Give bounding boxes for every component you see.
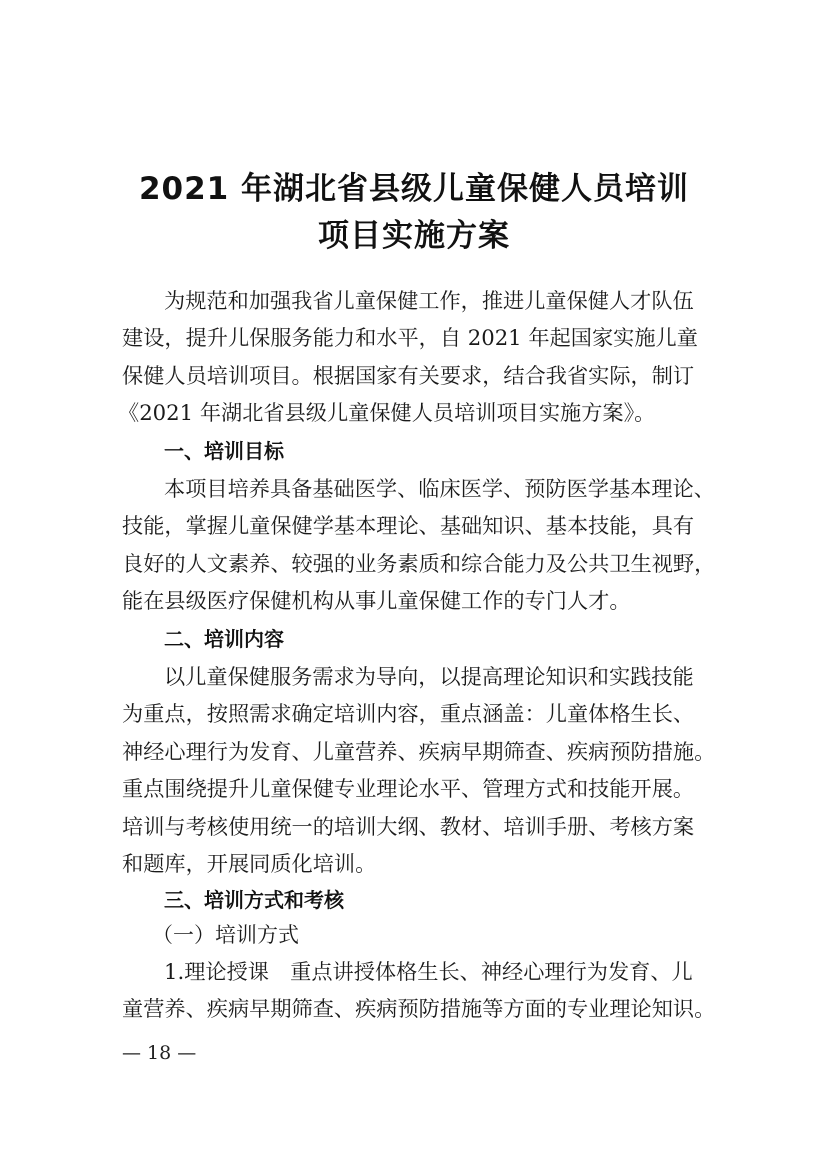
section-1-line-2: 技能，掌握儿童保健学基本理论、基础知识、基本技能，具有 bbox=[122, 513, 695, 538]
section-3-subheading: （一）培训方式 bbox=[152, 923, 299, 947]
section-2-line-1: 以儿童保健服务需求为导向，以提高理论知识和实践技能 bbox=[164, 664, 694, 689]
section-1-line-1: 本项目培养具备基础医学、临床医学、预防医学基本理论、 bbox=[164, 476, 715, 501]
document-title-line-2: 项目实施方案 bbox=[318, 218, 510, 254]
section-2-line-4: 重点围绕提升儿童保健专业理论水平、管理方式和技能开展。 bbox=[122, 776, 695, 801]
section-1-line-4: 能在县级医疗保健机构从事儿童保健工作的专门人才。 bbox=[122, 588, 631, 613]
section-3-line-2: 童营养、疾病早期筛查、疾病预防措施等方面的专业理论知识。 bbox=[122, 996, 716, 1021]
document-title-line-1: 2021 年湖北省县级儿童保健人员培训 bbox=[138, 171, 690, 207]
intro-line-3: 保健人员培训项目。根据国家有关要求，结合我省实际，制订 bbox=[122, 363, 695, 388]
section-3-heading: 三、培训方式和考核 bbox=[164, 888, 344, 912]
section-1-heading: 一、培训目标 bbox=[164, 439, 284, 463]
section-2-line-3: 神经心理行为发育、儿童营养、疾病早期筛查、疾病预防措施。 bbox=[122, 739, 716, 764]
section-2-line-2: 为重点，按照需求确定培训内容，重点涵盖：儿童体格生长、 bbox=[122, 701, 695, 726]
section-2-line-6: 和题库，开展同质化培训。 bbox=[122, 851, 377, 876]
section-1-line-3: 良好的人文素养、较强的业务素质和综合能力及公共卫生视野， bbox=[122, 551, 716, 576]
section-2-heading: 二、培训内容 bbox=[164, 627, 284, 651]
section-2-line-5: 培训与考核使用统一的培训大纲、教材、培训手册、考核方案 bbox=[122, 814, 695, 839]
intro-line-2: 建设，提升儿保服务能力和水平，自 2021 年起国家实施儿童 bbox=[122, 325, 698, 350]
intro-line-4: 《2021 年湖北省县级儿童保健人员培训项目实施方案》。 bbox=[118, 400, 656, 425]
page-number: — 18 — bbox=[122, 1042, 197, 1064]
intro-line-1: 为规范和加强我省儿童保健工作，推进儿童保健人才队伍 bbox=[164, 288, 694, 313]
section-3-line-1: 1.理论授课 重点讲授体格生长、神经心理行为发育、儿 bbox=[164, 959, 693, 984]
